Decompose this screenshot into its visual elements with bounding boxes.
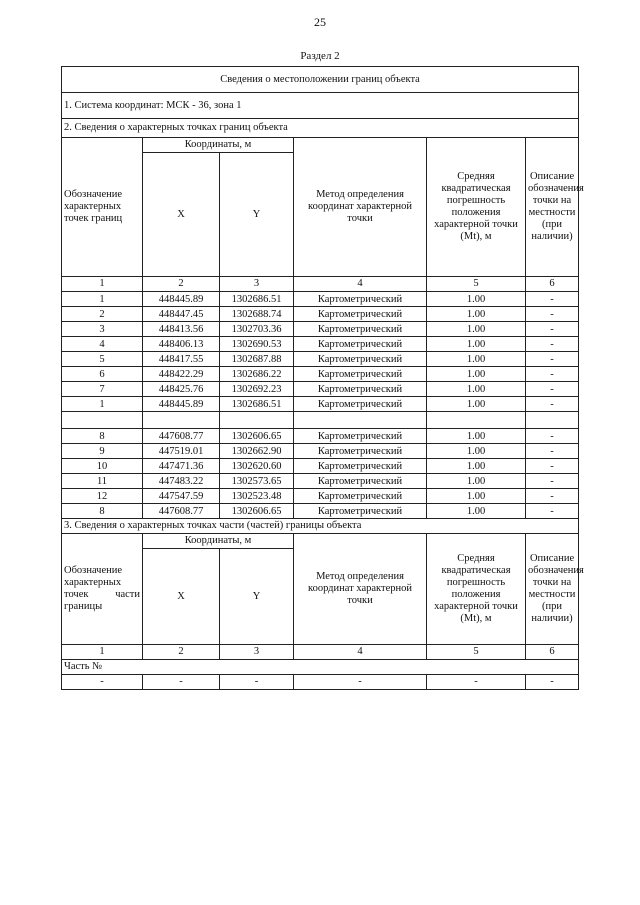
- section-title: Раздел 2: [300, 50, 340, 62]
- part-row: [62, 675, 579, 690]
- column-numbers-row-3: [62, 645, 579, 660]
- boundary-table: [61, 66, 584, 690]
- mt-value: 1.00: [427, 337, 526, 352]
- method: Картометрический: [294, 397, 427, 412]
- table-row: [62, 337, 579, 352]
- y-coord: 1302690.53: [220, 337, 294, 352]
- x-coord: 448422.29: [143, 367, 220, 382]
- table-row: [62, 292, 579, 307]
- x-coord: 448413.56: [143, 322, 220, 337]
- column-number: 4: [294, 277, 427, 292]
- method: Картометрический: [294, 504, 427, 519]
- column-number: 4: [294, 645, 427, 660]
- x-coord: 448445.89: [143, 397, 220, 412]
- point-id: 10: [62, 459, 143, 474]
- part-cell: -: [62, 675, 143, 690]
- y-coord: 1302523.48: [220, 489, 294, 504]
- method: Картометрический: [294, 382, 427, 397]
- mt-value: 1.00: [427, 322, 526, 337]
- x-coord: 447519.01: [143, 444, 220, 459]
- point-id: 8: [62, 429, 143, 444]
- mt-value: 1.00: [427, 429, 526, 444]
- description: -: [526, 322, 579, 337]
- x-coord: 447471.36: [143, 459, 220, 474]
- part-cell: -: [526, 675, 579, 690]
- description: -: [526, 382, 579, 397]
- description: -: [526, 474, 579, 489]
- method: Картометрический: [294, 367, 427, 382]
- x-coord: 448447.45: [143, 307, 220, 322]
- mt-value: 1.00: [427, 292, 526, 307]
- section3-title: 3. Сведения о характерных точках части (частей) границы объекта: [62, 519, 579, 534]
- x-coord: 447608.77: [143, 504, 220, 519]
- method: Картометрический: [294, 352, 427, 367]
- y-coord: 1302688.74: [220, 307, 294, 322]
- point-id: 4: [62, 337, 143, 352]
- method: Картометрический: [294, 489, 427, 504]
- x-coord: 448445.89: [143, 292, 220, 307]
- point-id: 1: [62, 292, 143, 307]
- description: -: [526, 337, 579, 352]
- mt-value: 1.00: [427, 489, 526, 504]
- mt-value: 1.00: [427, 504, 526, 519]
- table-title: Сведения о местоположении границ объекта: [62, 67, 579, 93]
- y-coord: 1302620.60: [220, 459, 294, 474]
- point-id: 8: [62, 504, 143, 519]
- description: -: [526, 352, 579, 367]
- header-designation: Обозначение характерных точек границ: [62, 138, 143, 277]
- y-coord: 1302703.36: [220, 322, 294, 337]
- section2-title: 2. Сведения о характерных точках границ объекта: [62, 119, 579, 138]
- y-coord: 1302686.51: [220, 292, 294, 307]
- table-row: [62, 489, 579, 504]
- part-cell: -: [143, 675, 220, 690]
- method: Картометрический: [294, 459, 427, 474]
- column-number: 3: [220, 277, 294, 292]
- table-row: [62, 504, 579, 519]
- description: -: [526, 367, 579, 382]
- table-row: [62, 397, 579, 412]
- column-number: 1: [62, 645, 143, 660]
- mt-value: 1.00: [427, 459, 526, 474]
- header-coordinates: Координаты, м: [143, 138, 294, 153]
- method: Картометрический: [294, 292, 427, 307]
- y-coord: 1302662.90: [220, 444, 294, 459]
- point-id: 2: [62, 307, 143, 322]
- point-id: 11: [62, 474, 143, 489]
- header3-designation: Обозначение характерных точек части границы: [62, 534, 143, 645]
- table-row: [62, 367, 579, 382]
- header-x: X: [143, 153, 220, 277]
- y-coord: 1302686.51: [220, 397, 294, 412]
- description: -: [526, 292, 579, 307]
- x-coord: 448406.13: [143, 337, 220, 352]
- column-number: 2: [143, 645, 220, 660]
- blank-row: [62, 412, 579, 429]
- column-number: 6: [526, 277, 579, 292]
- description: -: [526, 489, 579, 504]
- page-number: 25: [314, 15, 326, 29]
- y-coord: 1302687.88: [220, 352, 294, 367]
- x-coord: 447547.59: [143, 489, 220, 504]
- table-row: [62, 459, 579, 474]
- y-coord: 1302686.22: [220, 367, 294, 382]
- table-row: [62, 307, 579, 322]
- mt-value: 1.00: [427, 352, 526, 367]
- x-coord: 447608.77: [143, 429, 220, 444]
- method: Картометрический: [294, 322, 427, 337]
- column-number: 5: [427, 277, 526, 292]
- column-number: 5: [427, 645, 526, 660]
- column-number: 1: [62, 277, 143, 292]
- point-id: 7: [62, 382, 143, 397]
- header3-x: X: [143, 549, 220, 645]
- description: -: [526, 459, 579, 474]
- y-coord: 1302606.65: [220, 429, 294, 444]
- point-id: 1: [62, 397, 143, 412]
- mt-value: 1.00: [427, 474, 526, 489]
- part-cell: -: [294, 675, 427, 690]
- table-row: [62, 352, 579, 367]
- header-description: Описание обозначения точки на местности (при наличии): [526, 138, 579, 277]
- mt-value: 1.00: [427, 382, 526, 397]
- point-id: 3: [62, 322, 143, 337]
- mt-value: 1.00: [427, 397, 526, 412]
- header3-method: Метод определения координат характерной точки: [294, 534, 427, 645]
- point-id: 5: [62, 352, 143, 367]
- x-coord: 448417.55: [143, 352, 220, 367]
- description: -: [526, 397, 579, 412]
- mt-value: 1.00: [427, 367, 526, 382]
- mt-value: 1.00: [427, 444, 526, 459]
- description: -: [526, 444, 579, 459]
- method: Картометрический: [294, 474, 427, 489]
- method: Картометрический: [294, 337, 427, 352]
- y-coord: 1302573.65: [220, 474, 294, 489]
- header3-y: Y: [220, 549, 294, 645]
- description: -: [526, 429, 579, 444]
- description: -: [526, 504, 579, 519]
- point-id: 6: [62, 367, 143, 382]
- part-cell: -: [220, 675, 294, 690]
- column-number: 3: [220, 645, 294, 660]
- table-row: [62, 382, 579, 397]
- x-coord: 447483.22: [143, 474, 220, 489]
- description: -: [526, 307, 579, 322]
- column-number: 6: [526, 645, 579, 660]
- header3-description: Описание обозначения точки на местности (при наличии): [526, 534, 579, 645]
- method: Картометрический: [294, 307, 427, 322]
- y-coord: 1302606.65: [220, 504, 294, 519]
- method: Картометрический: [294, 429, 427, 444]
- header-method: Метод определения координат характерной точки: [294, 138, 427, 277]
- point-id: 9: [62, 444, 143, 459]
- y-coord: 1302692.23: [220, 382, 294, 397]
- column-numbers-row: [62, 277, 579, 292]
- header3-error: Средняя квадратическая погрешность положения характерной точки (Mt), м: [427, 534, 526, 645]
- method: Картометрический: [294, 444, 427, 459]
- mt-value: 1.00: [427, 307, 526, 322]
- part-cell: -: [427, 675, 526, 690]
- part-label: Часть №: [62, 660, 579, 675]
- column-number: 2: [143, 277, 220, 292]
- header-error: Средняя квадратическая погрешность положения характерной точки (Mt), м: [427, 138, 526, 277]
- x-coord: 448425.76: [143, 382, 220, 397]
- coord-system: 1. Система координат: МСК - 36, зона 1: [62, 93, 579, 119]
- table-row: [62, 444, 579, 459]
- table-row: [62, 429, 579, 444]
- point-id: 12: [62, 489, 143, 504]
- table-row: [62, 322, 579, 337]
- header3-coordinates: Координаты, м: [143, 534, 294, 549]
- header-y: Y: [220, 153, 294, 277]
- table-row: [62, 474, 579, 489]
